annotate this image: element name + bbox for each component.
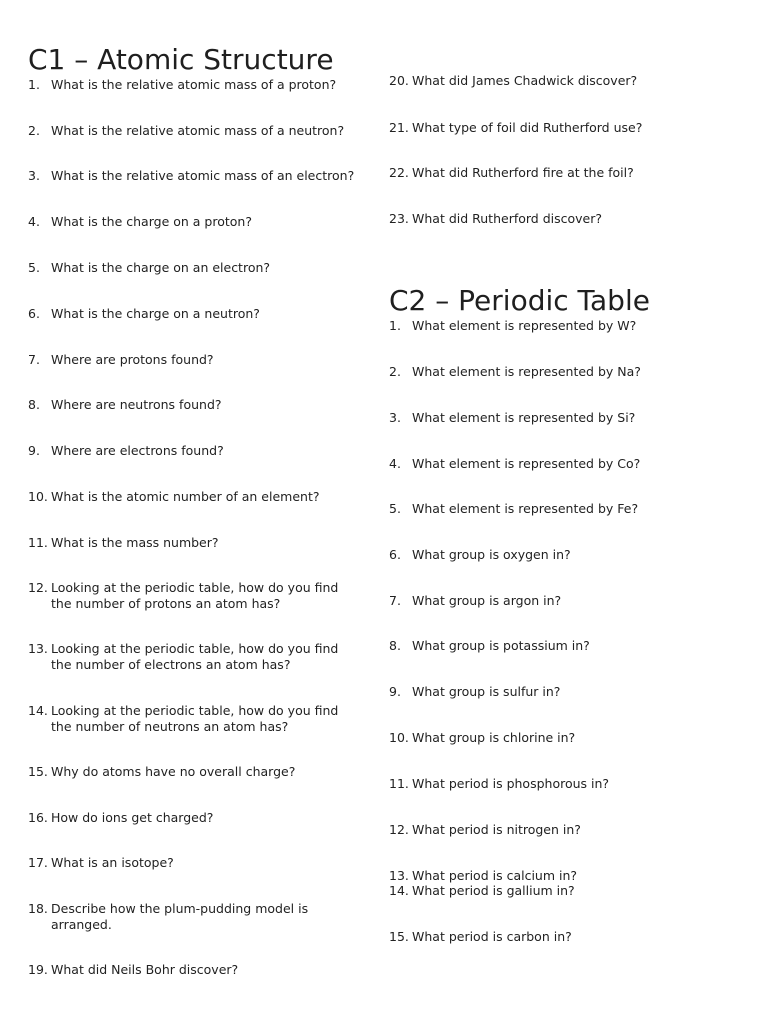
question-text: What is the charge on an electron? <box>51 260 271 275</box>
question-number: 7. <box>389 593 401 608</box>
question-number: 1. <box>389 318 401 333</box>
question-number: 11. <box>28 535 48 550</box>
question-number: 15. <box>28 764 48 779</box>
question-text: What group is argon in? <box>412 593 562 608</box>
question-number: 6. <box>389 547 401 562</box>
question-number: 21. <box>389 120 409 135</box>
question-number: 23. <box>389 211 409 226</box>
question-number: 7. <box>28 352 40 367</box>
question-text: What is the mass number? <box>51 535 219 550</box>
question-text: What did Rutherford fire at the foil? <box>412 165 634 180</box>
question-number: 9. <box>28 443 40 458</box>
question-number: 2. <box>389 364 401 379</box>
question-text: What element is represented by Na? <box>412 364 641 379</box>
question-number: 4. <box>389 456 401 471</box>
question-number: 14. <box>389 883 409 898</box>
question-text: Looking at the periodic table, how do you find the number of protons an atom has? <box>51 580 339 611</box>
question-text: What element is represented by Si? <box>412 410 636 425</box>
question-number: 1. <box>28 77 40 92</box>
question-text: Where are electrons found? <box>51 443 224 458</box>
question-text: What element is represented by Co? <box>412 456 641 471</box>
c1-heading: C1 – Atomic Structure <box>28 43 334 76</box>
question-text: What is an isotope? <box>51 855 174 870</box>
question-text: What did Rutherford discover? <box>412 211 603 226</box>
question-text: What did Neils Bohr discover? <box>51 962 239 977</box>
question-number: 10. <box>389 730 409 745</box>
question-text: What group is oxygen in? <box>412 547 571 562</box>
question-text: Why do atoms have no overall charge? <box>51 764 296 779</box>
question-number: 5. <box>28 260 40 275</box>
question-text: Describe how the plum-pudding model is arranged. <box>51 901 309 932</box>
question-text: Where are neutrons found? <box>51 397 222 412</box>
question-text: Looking at the periodic table, how do you find the number of neutrons an atom has? <box>51 703 339 734</box>
question-number: 2. <box>28 123 40 138</box>
question-number: 5. <box>389 501 401 516</box>
question-text: What did James Chadwick discover? <box>412 73 638 88</box>
question-number: 6. <box>28 306 40 321</box>
question-text: What period is carbon in? <box>412 929 572 944</box>
question-number: 13. <box>389 868 409 883</box>
question-text: What is the relative atomic mass of a neutron? <box>51 123 345 138</box>
question-number: 3. <box>389 410 401 425</box>
c2-heading: C2 – Periodic Table <box>389 284 650 317</box>
question-text: Where are protons found? <box>51 352 214 367</box>
question-number: 4. <box>28 214 40 229</box>
question-text: What group is potassium in? <box>412 638 590 653</box>
question-number: 10. <box>28 489 48 504</box>
question-number: 8. <box>28 397 40 412</box>
question-number: 19. <box>28 962 48 977</box>
question-text: What is the relative atomic mass of an electron? <box>51 168 355 183</box>
question-text: What type of foil did Rutherford use? <box>412 120 643 135</box>
question-text: What group is chlorine in? <box>412 730 576 745</box>
question-text: What period is phosphorous in? <box>412 776 610 791</box>
question-number: 12. <box>389 822 409 837</box>
question-text: Looking at the periodic table, how do you find the number of electrons an atom has? <box>51 641 339 672</box>
question-number: 15. <box>389 929 409 944</box>
question-number: 18. <box>28 901 48 916</box>
question-number: 22. <box>389 165 409 180</box>
question-number: 11. <box>389 776 409 791</box>
question-number: 16. <box>28 810 48 825</box>
question-text: What element is represented by W? <box>412 318 637 333</box>
question-text: What period is gallium in? <box>412 883 575 898</box>
question-text: How do ions get charged? <box>51 810 214 825</box>
question-number: 12. <box>28 580 48 595</box>
question-number: 20. <box>389 73 409 88</box>
question-number: 14. <box>28 703 48 718</box>
question-number: 3. <box>28 168 40 183</box>
question-text: What is the relative atomic mass of a proton? <box>51 77 337 92</box>
question-number: 8. <box>389 638 401 653</box>
question-text: What period is calcium in? <box>412 868 578 883</box>
question-text: What is the atomic number of an element? <box>51 489 320 504</box>
question-text: What period is nitrogen in? <box>412 822 581 837</box>
question-text: What is the charge on a neutron? <box>51 306 260 321</box>
question-number: 17. <box>28 855 48 870</box>
question-number: 9. <box>389 684 401 699</box>
question-text: What is the charge on a proton? <box>51 214 252 229</box>
question-text: What element is represented by Fe? <box>412 501 639 516</box>
question-number: 13. <box>28 641 48 656</box>
question-text: What group is sulfur in? <box>412 684 561 699</box>
